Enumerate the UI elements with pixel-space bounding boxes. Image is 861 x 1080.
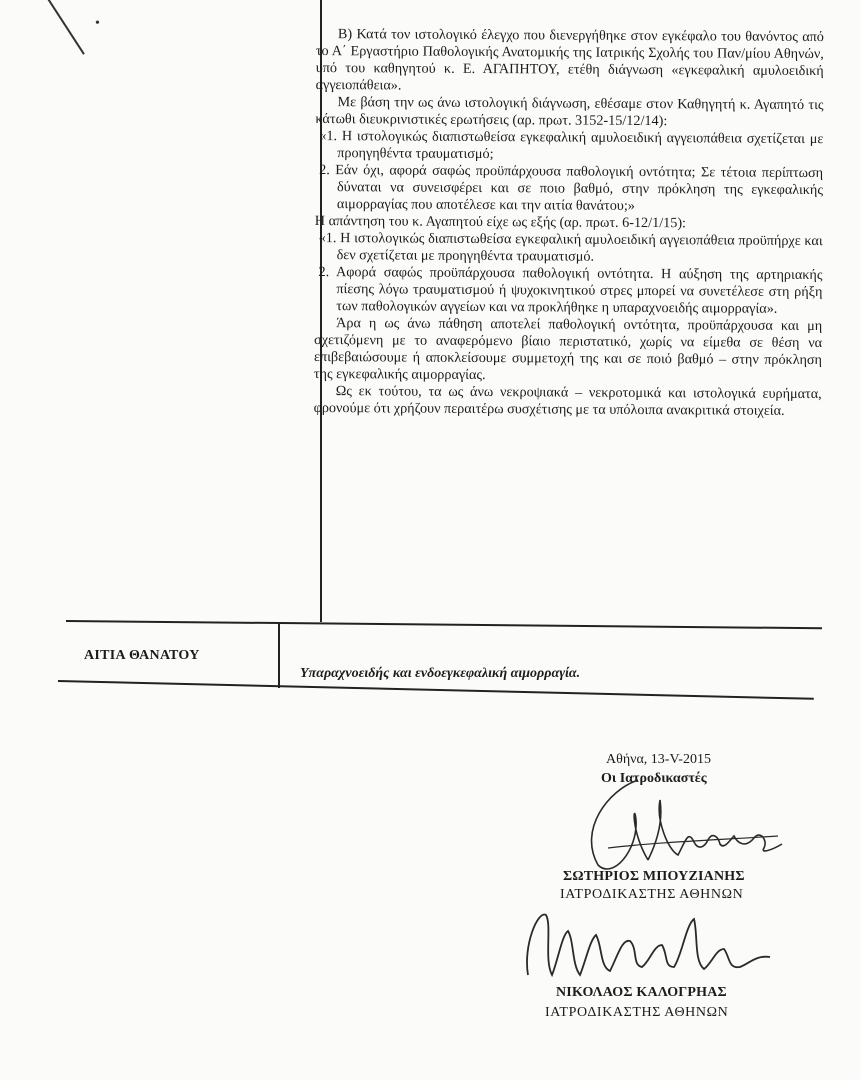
signers-title: Οι Ιατροδικαστές (601, 771, 707, 786)
place-date: Αθήνα, 13-V-2015 (606, 752, 711, 767)
question-2: 2. Εάν όχι, αφορά σαφώς προϋπάρχουσα παθολογική οντότητα; Σε τέτοια περίπτωση δύναται να συνεισφέρει και σε ποιο βαθμό, στην πρόκληση της εγκεφαλικής αιμορραγίας που αποτέλεσε και την αιτία θανάτου;» (319, 162, 824, 214)
cause-of-death-label: ΑΙΤΙΑ ΘΑΝΑΤΟΥ (84, 648, 200, 663)
paragraph-conclusion: Άρα η ως άνω πάθηση αποτελεί παθολογική οντότητα, προϋπάρχουσα και μη σχετιζόμενη με το αναφερόμενο βίαιο περιστατικό, χωρίς να είμεθα σε θέση να επιβεβαιώσουμε ή αποκλείσουμε συμμετοχή της και σε ποιό βαθμό – στην πρόκληση της εγκεφαλικής αιμορραγίας. (313, 315, 823, 384)
paragraph-answer-intro: Η απάντηση του κ. Αγαπητού είχε ως εξής (αρ. πρωτ. 6-12/1/15): (314, 212, 687, 232)
question-1: «1. Η ιστολογικώς διαπιστωθείσα εγκεφαλική αμυλοειδική αγγειοπάθεια σχετίζεται με προηγηθέντα τραυματισμό; (319, 128, 824, 163)
paragraph-questions-intro: Με βάση την ως άνω ιστολογική διάγνωση, εθέσαμε στον Καθηγητή κ. Αγαπητό τις κάτωθι διευκρινιστικές ερωτήσεις (αρ. πρωτ. 3152-15/12/14): (315, 94, 824, 130)
signer-1-name: ΣΩΤΗΡΙΟΣ ΜΠΟΥΖΙΑΝΗΣ (563, 869, 745, 884)
column-divider-cause (278, 622, 280, 688)
ink-speck: • (95, 16, 100, 31)
paragraph-histology: Β) Κατά τον ιστολογικό έλεγχο που διενεργήθηκε στον εγκέφαλο του θανόντος από το Α΄ Εργαστήριο Παθολογικής Ανατομικής της Ιατρικής Σχολής του Παν/μίου Αθηνών, υπό του καθηγητού κ. Ε. ΑΓΑΠΗΤΟΥ, ετέθη διάγνωση «εγκεφαλική αμυλοειδική αγγειοπάθεια». (315, 26, 824, 94)
answer-1: «1. Η ιστολογικώς διαπιστωθείσα εγκεφαλική αμυλοειδική αγγειοπάθεια προϋπήρχε και δεν σχετίζεται με προηγηθέντα τραυματισμό. (318, 230, 823, 265)
signer-2-name: ΝΙΚΟΛΑΟΣ ΚΑΛΟΓΡΗΑΣ (556, 985, 727, 1000)
signature-2 (518, 905, 778, 990)
paragraph-final: Ως εκ τούτου, τα ως άνω νεκροψιακά – νεκροτομικά και ιστολογικά ευρήματα, φρονούμε ότι χρήζουν περαιτέρω συσχέτισης με τα υπόλοιπα ανακριτικά στοιχεία. (313, 383, 822, 419)
signature-1 (568, 770, 798, 880)
answer-2: 2. Αφορά σαφώς προϋπάρχουσα παθολογική οντότητα. Η αύξηση της αρτηριακής πίεσης λόγω τραυματισμού ή ψυχοκινητικού στρες μπορεί να συνετέλεσε στη ρήξη των παθολογικών αγγείων και να προκλήθηκε η υπαραχνοειδής αιμορραγία». (318, 264, 823, 317)
rule-below-cause (58, 680, 814, 699)
diagonal-stroke (45, 0, 84, 55)
cause-of-death-text: Υπαραχνοειδής και ενδοεγκεφαλική αιμορραγία. (300, 666, 581, 681)
signer-1-role: ΙΑΤΡΟΔΙΚΑΣΤΗΣ ΑΘΗΝΩΝ (560, 887, 744, 902)
findings-text (314, 26, 824, 420)
rule-above-cause (66, 620, 822, 629)
signer-2-role: ΙΑΤΡΟΔΙΚΑΣΤΗΣ ΑΘΗΝΩΝ (545, 1005, 729, 1020)
